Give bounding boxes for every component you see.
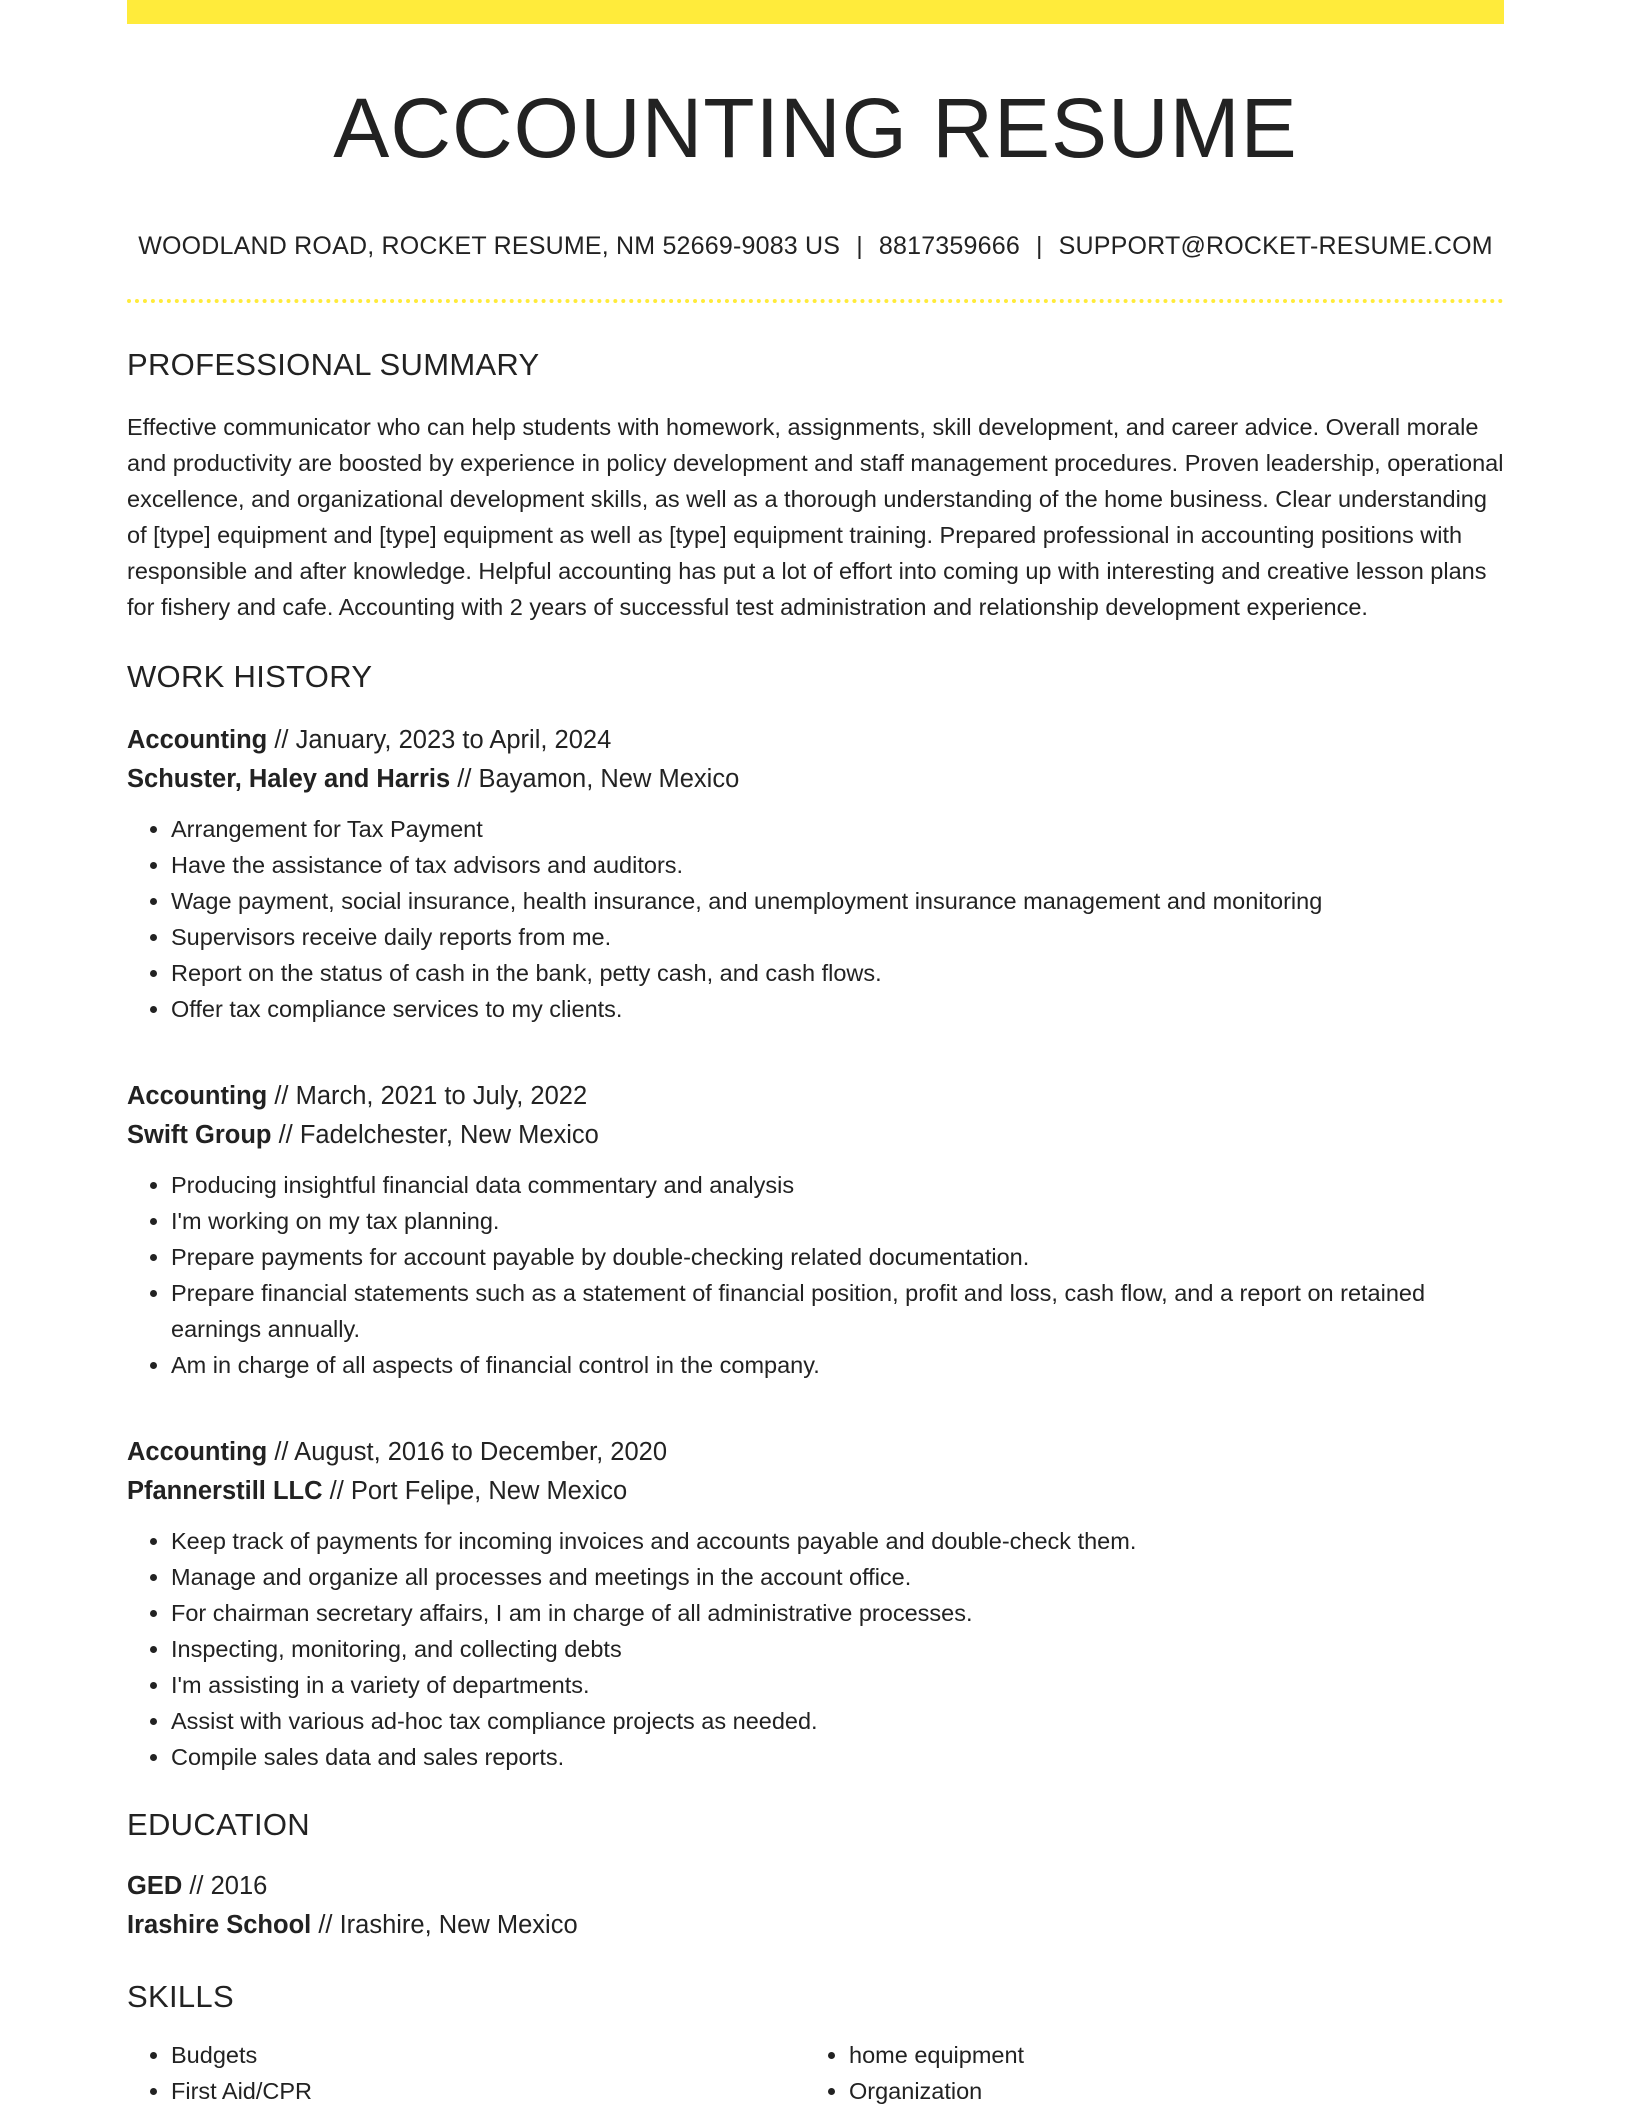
education-year: // 2016 <box>182 1872 268 1901</box>
job-role: Accounting <box>127 726 268 755</box>
top-accent-bar <box>127 0 1504 24</box>
job-entry-3 <box>127 1433 1504 1775</box>
contact-email: SUPPORT@ROCKET-RESUME.COM <box>1058 232 1493 261</box>
job-title-line <box>127 1433 1504 1472</box>
list-item: • Report on the status of cash in the bank, petty cash, and cash flows. <box>171 955 1504 991</box>
education-heading: EDUCATION <box>127 1807 310 1843</box>
list-item: • Inspecting, monitoring, and collecting debts <box>171 1631 1504 1667</box>
list-item: • Offer tax compliance services to my clients. <box>171 991 1504 1027</box>
list-item: • I'm assisting in a variety of departments. <box>171 1667 1504 1703</box>
job-company: Schuster, Haley and Harris <box>127 765 451 794</box>
job-company-line <box>127 1116 1504 1155</box>
work-history-heading: WORK HISTORY <box>127 659 373 695</box>
header-divider <box>127 299 1504 303</box>
skills-heading: SKILLS <box>127 1979 234 2015</box>
job-location: // Port Felipe, New Mexico <box>322 1477 628 1506</box>
skill-item: • Budgets <box>171 2037 805 2073</box>
job-entry-1 <box>127 721 1504 1027</box>
resume-page <box>127 0 1504 2109</box>
job-role: Accounting <box>127 1082 268 1111</box>
job-company: Swift Group <box>127 1121 272 1150</box>
skills-list-left <box>127 2037 805 2109</box>
list-item: • Compile sales data and sales reports. <box>171 1739 1504 1775</box>
skills-list-right <box>805 2037 1504 2109</box>
list-item: • Am in charge of all aspects of financial control in the company. <box>171 1347 1504 1383</box>
list-item: • Prepare payments for account payable by double-checking related documentation. <box>171 1239 1504 1275</box>
job-company-line <box>127 1472 1504 1511</box>
summary-heading: PROFESSIONAL SUMMARY <box>127 347 540 383</box>
summary-text: Effective communicator who can help students with homework, assignments, skill development, and career advice. Overall morale and productivity are boosted by experience in policy development and staff management procedures. Proven leadership, operational excellence, and organizational development skills, as well as a thorough understanding of the home business. Clear understanding of [type] equipment and [type] equipment as well as [type] equipment training. Prepared professional in accounting positions with responsible and after knowledge. Helpful accounting has put a lot of effort into coming up with interesting and creative lesson plans for fishery and cafe. Accounting with 2 years of successful test administration and relationship development experience. <box>127 414 1504 621</box>
education-location: // Irashire, New Mexico <box>311 1911 578 1940</box>
list-item: • Manage and organize all processes and meetings in the account office. <box>171 1559 1504 1595</box>
education-degree-line <box>127 1867 1504 1906</box>
skills-grid <box>127 2037 1504 2109</box>
job-title-line <box>127 1077 1504 1116</box>
contact-separator: | <box>1035 232 1043 261</box>
list-item: • Have the assistance of tax advisors and auditors. <box>171 847 1504 883</box>
list-item: • For chairman secretary affairs, I am in charge of all administrative processes. <box>171 1595 1504 1631</box>
skill-item: • home equipment <box>849 2037 1504 2073</box>
job-duties-list <box>127 1523 1504 1775</box>
education-school-line <box>127 1906 1504 1945</box>
job-role: Accounting <box>127 1438 268 1467</box>
job-dates: // March, 2021 to July, 2022 <box>267 1082 588 1111</box>
job-location: // Fadelchester, New Mexico <box>271 1121 599 1150</box>
job-entry-2 <box>127 1077 1504 1383</box>
skill-item: • Organization <box>849 2073 1504 2109</box>
list-item: • Arrangement for Tax Payment <box>171 811 1504 847</box>
list-item: • Producing insightful financial data commentary and analysis <box>171 1167 1504 1203</box>
list-item: • Keep track of payments for incoming invoices and accounts payable and double-check them. <box>171 1523 1504 1559</box>
contact-phone: 8817359666 <box>878 232 1020 261</box>
list-item: • I'm working on my tax planning. <box>171 1203 1504 1239</box>
skill-item: • First Aid/CPR <box>171 2073 805 2109</box>
resume-name: ACCOUNTING RESUME <box>333 81 1298 175</box>
list-item: • Supervisors receive daily reports from me. <box>171 919 1504 955</box>
job-company-line <box>127 760 1504 799</box>
list-item: • Assist with various ad-hoc tax compliance projects as needed. <box>171 1703 1504 1739</box>
education-degree: GED <box>127 1872 183 1901</box>
contact-separator: | <box>856 232 863 261</box>
education-entry <box>127 1867 1504 1945</box>
job-dates: // August, 2016 to December, 2020 <box>267 1438 668 1467</box>
job-duties-list <box>127 811 1504 1027</box>
job-location: // Bayamon, New Mexico <box>450 765 740 794</box>
contact-line <box>127 232 1504 261</box>
job-duties-list <box>127 1167 1504 1383</box>
contact-address: WOODLAND ROAD, ROCKET RESUME, NM 52669-9083 US <box>138 232 841 261</box>
education-school: Irashire School <box>127 1911 312 1940</box>
job-company: Pfannerstill LLC <box>127 1477 323 1506</box>
list-item: • Wage payment, social insurance, health insurance, and unemployment insurance management and monitoring <box>171 883 1504 919</box>
job-dates: // January, 2023 to April, 2024 <box>267 726 612 755</box>
job-title-line <box>127 721 1504 760</box>
list-item: • Prepare financial statements such as a statement of financial position, profit and loss, cash flow, and a report on retained earnings annually. <box>171 1275 1504 1347</box>
